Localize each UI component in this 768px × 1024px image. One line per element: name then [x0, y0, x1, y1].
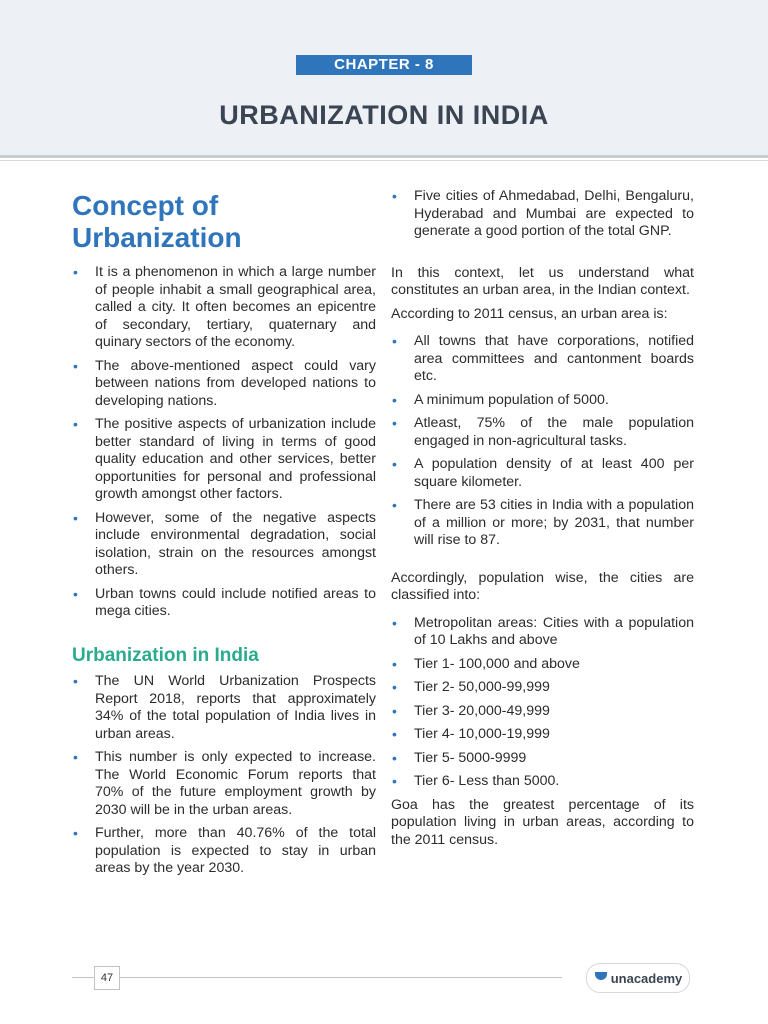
- cities-list: [391, 188, 694, 241]
- list-item: • Tier 1- 100,000 and above: [392, 655, 580, 672]
- right-column: [391, 188, 694, 849]
- list-item: • Five cities of Ahmedabad, Delhi, Bengaluru, Hyderabad and Mumbai are expected to generate a good portion of the total GNP.: [392, 188, 694, 239]
- tier-list: [391, 615, 694, 791]
- list-item: • Atleast, 75% of the male population engaged in non-agricultural tasks.: [392, 415, 694, 449]
- concept-list: [72, 264, 376, 621]
- bullet-icon: •: [73, 264, 78, 280]
- bullet-icon: •: [392, 702, 397, 719]
- list-item: • The above-mentioned aspect could vary between nations from developed nations to developing nations.: [73, 357, 376, 409]
- bullet-icon: •: [392, 333, 397, 349]
- footer-divider-left: [72, 977, 94, 978]
- section-heading: Concept of Urbanization: [72, 190, 242, 253]
- left-column: [72, 190, 376, 884]
- bullet-icon: •: [392, 391, 397, 408]
- bullet-icon: •: [392, 497, 397, 513]
- india-list: [72, 673, 376, 878]
- header-divider: [0, 155, 768, 158]
- bullet-icon: •: [73, 749, 78, 765]
- bullet-icon: •: [73, 825, 78, 841]
- list-item: • Further, more than 40.76% of the total population is expected to stay in urban areas by the year 2030.: [73, 825, 376, 876]
- list-item: • Tier 5- 5000-9999: [392, 749, 527, 766]
- bullet-icon: •: [392, 726, 397, 742]
- bullet-icon: •: [392, 614, 397, 631]
- bullet-icon: •: [392, 456, 397, 472]
- census-paragraph: According to 2011 census, an urban area is:: [391, 305, 668, 322]
- bullet-icon: •: [73, 585, 78, 602]
- list-item: • Tier 6- Less than 5000.: [392, 773, 560, 789]
- footer-divider: [120, 977, 562, 978]
- list-item: • This number is only expected to increase. The World Economic Forum reports that 70% of the future employment growth by 2030 will be in the urban areas.: [73, 749, 376, 818]
- list-item: • Tier 3- 20,000-49,999: [392, 702, 550, 719]
- bullet-icon: •: [73, 509, 78, 526]
- bullet-icon: •: [392, 749, 397, 766]
- page-header: [0, 0, 768, 155]
- list-item: • Urban towns could include notified areas to mega cities.: [73, 585, 376, 619]
- bullet-icon: •: [392, 679, 397, 695]
- bullet-icon: •: [73, 416, 78, 432]
- census-list: [391, 333, 694, 550]
- list-item: • The UN World Urbanization Prospects Report 2018, reports that approximately 34% of the total population of India lives in urban areas.: [73, 673, 376, 742]
- list-item: • There are 53 cities in India with a population of a million or more; by 2031, that number will rise to 87.: [392, 497, 694, 548]
- list-item: • A minimum population of 5000.: [392, 391, 609, 408]
- list-item: • The positive aspects of urbanization include better standard of living in terms of good quality education and other services, better opportunities for personal and professional growth amongst other factors.: [73, 416, 376, 502]
- bullet-icon: •: [73, 357, 78, 374]
- context-paragraph: In this context, let us understand what constitutes an urban area, in the Indian context.: [391, 264, 694, 298]
- bullet-icon: •: [392, 415, 397, 431]
- classified-paragraph: Accordingly, population wise, the cities are classified into:: [391, 569, 694, 603]
- unacademy-logo-icon: [594, 971, 608, 985]
- header-divider-thin: [0, 160, 768, 161]
- list-item: • A population density of at least 400 per square kilometer.: [392, 456, 694, 490]
- goa-paragraph: Goa has the greatest percentage of its population living in urban areas, according to the 2011 census.: [391, 796, 694, 848]
- list-item: • All towns that have corporations, notified area committees and cantonment boards etc.: [392, 333, 694, 384]
- unacademy-logo: [586, 963, 690, 993]
- list-item: • Tier 4- 10,000-19,999: [392, 726, 550, 742]
- page-number: 47: [94, 966, 120, 990]
- bullet-icon: •: [392, 655, 397, 672]
- chapter-badge: CHAPTER - 8: [296, 55, 472, 75]
- list-item: • It is a phenomenon in which a large number of people inhabit a small geographical area, called a city. It often becomes an epicentre of secondary, tertiary, quaternary and quinary sectors of the economy.: [73, 264, 376, 350]
- list-item: • Metropolitan areas: Cities with a population of 10 Lakhs and above: [392, 614, 694, 648]
- subsection-heading: Urbanization in India: [72, 644, 259, 666]
- list-item: • However, some of the negative aspects include environmental degradation, social isolation, strain on the resources amongst others.: [73, 509, 376, 578]
- bullet-icon: •: [392, 773, 397, 789]
- bullet-icon: •: [73, 673, 78, 689]
- bullet-icon: •: [392, 188, 397, 204]
- list-item: • Tier 2- 50,000-99,999: [392, 679, 550, 695]
- chapter-title: URBANIZATION IN INDIA: [219, 100, 549, 130]
- logo-text: unacademy: [610, 970, 683, 986]
